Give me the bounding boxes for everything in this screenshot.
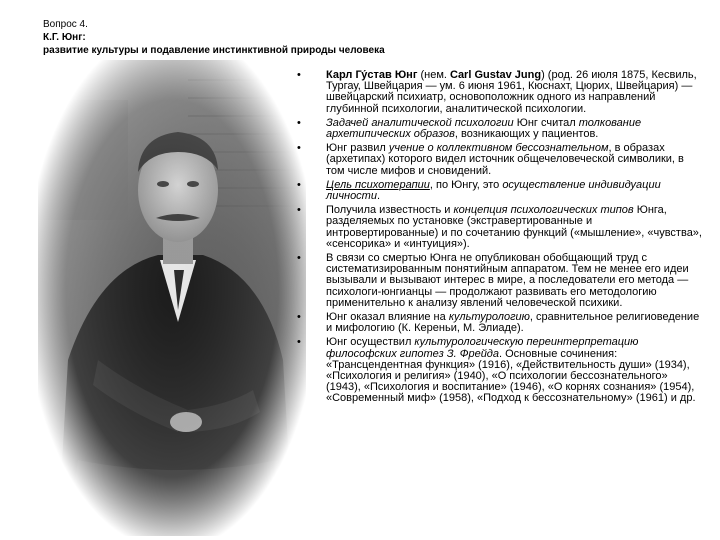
bullet-text: учение о коллективном бессознательном	[388, 142, 609, 155]
bullet-text: , в образах (архетипах) которого видел источник общечеловеческой символики, в том числе мифов и сновидений.	[326, 142, 684, 177]
bullet-text: , сравнительное религиоведение и мифологию (К. Кереньи, М. Элиаде).	[326, 311, 700, 335]
bullet-text: ) (род. 26 июля 1875, Кесвиль, Тургау, Швейцария — ум. 6 июня 1961, Кюснахт, Цюрих, Швейцария) — швейцарский психиатр, основоположник одного из направлений глубинной психологии, аналитической психологии.	[326, 69, 697, 115]
bullet-marker: •	[297, 252, 301, 265]
bullet-marker: •	[297, 311, 301, 324]
bullet-text: Юнг считал	[513, 116, 579, 129]
bullet-text: культурологическую переинтерпретацию философских гипотез З. Фрейда	[326, 336, 639, 360]
question-number: Вопрос 4.	[43, 19, 88, 30]
bullet-text: Получила известность и	[326, 204, 454, 217]
bullet-text: , возникающих у пациентов.	[454, 128, 599, 141]
bullet-text: Юнг осуществил	[326, 336, 415, 349]
portrait-photo	[38, 60, 306, 536]
bullet-marker: •	[297, 178, 301, 191]
bullet-item	[293, 312, 703, 334]
bullet-item	[293, 253, 703, 309]
bullet-text: Карл Гу́став Юнг	[326, 69, 418, 81]
topic-heading: развитие культуры и подавление инстинктивной природы человека	[43, 45, 385, 56]
bullet-text: Юнг оказал влияние на	[326, 311, 449, 324]
bullet-list	[293, 70, 703, 408]
bullet-marker: •	[297, 142, 301, 155]
bullet-text: . Основные сочинения: «Трансцендентная функция» (1916), «Действительность души» (1934), «Психология и религия» (1940), «О психологии бессознательного» (1943), «Психология и воспитание» (1946), «О корнях сознания» (1954), «Современный миф» (1958), «Подход к бессознательному» (1961) и др.	[326, 347, 696, 405]
bullet-text: толкование архетипических образов	[326, 116, 642, 141]
bullet-text: Carl Gustav Jung	[450, 69, 542, 81]
bullet-text: концепция психологических типов	[453, 204, 634, 217]
author-heading: К.Г. Юнг:	[43, 32, 86, 43]
bullet-marker: •	[297, 69, 301, 81]
bullet-item	[293, 118, 703, 140]
bullet-text: Задачей аналитической психологии	[326, 116, 514, 129]
bullet-item	[293, 337, 703, 404]
bullet-text: Юнга, разделяемых по установке (экстравертированные и интровертированные) и по сочетанию функций («мышление», «чувства», «сенсорика» и «интуиция»).	[326, 204, 702, 250]
bullet-marker: •	[297, 204, 301, 217]
bullet-item	[293, 205, 703, 250]
bullet-text: Юнг развил	[326, 142, 389, 155]
bullet-item	[293, 180, 703, 202]
bullet-marker: •	[297, 336, 301, 349]
bullet-text: В связи со смертью Юнга не опубликован обобщающий труд с систематизированным понятийным аппаратом. Тем не менее его идеи вызывали и вызывают интерес в мире, а последователи его метода — психологи-юнгианцы — продолжают развивать его методологию применительно к анализу явлений человеческой психики.	[326, 252, 689, 309]
bullet-text: , по Юнгу, это	[429, 178, 503, 191]
bullet-item	[293, 143, 703, 177]
slide-header	[43, 18, 385, 57]
bullet-text: Цель психотерапии	[326, 178, 430, 191]
bullet-text: осуществление индивидуации личности	[326, 178, 661, 203]
bullet-marker: •	[297, 116, 301, 129]
bullet-text: культурологию	[448, 311, 530, 324]
bullet-text: .	[376, 190, 381, 203]
bullet-text: (нем.	[417, 69, 450, 81]
bullet-item	[293, 70, 703, 115]
portrait-illustration	[38, 60, 306, 536]
